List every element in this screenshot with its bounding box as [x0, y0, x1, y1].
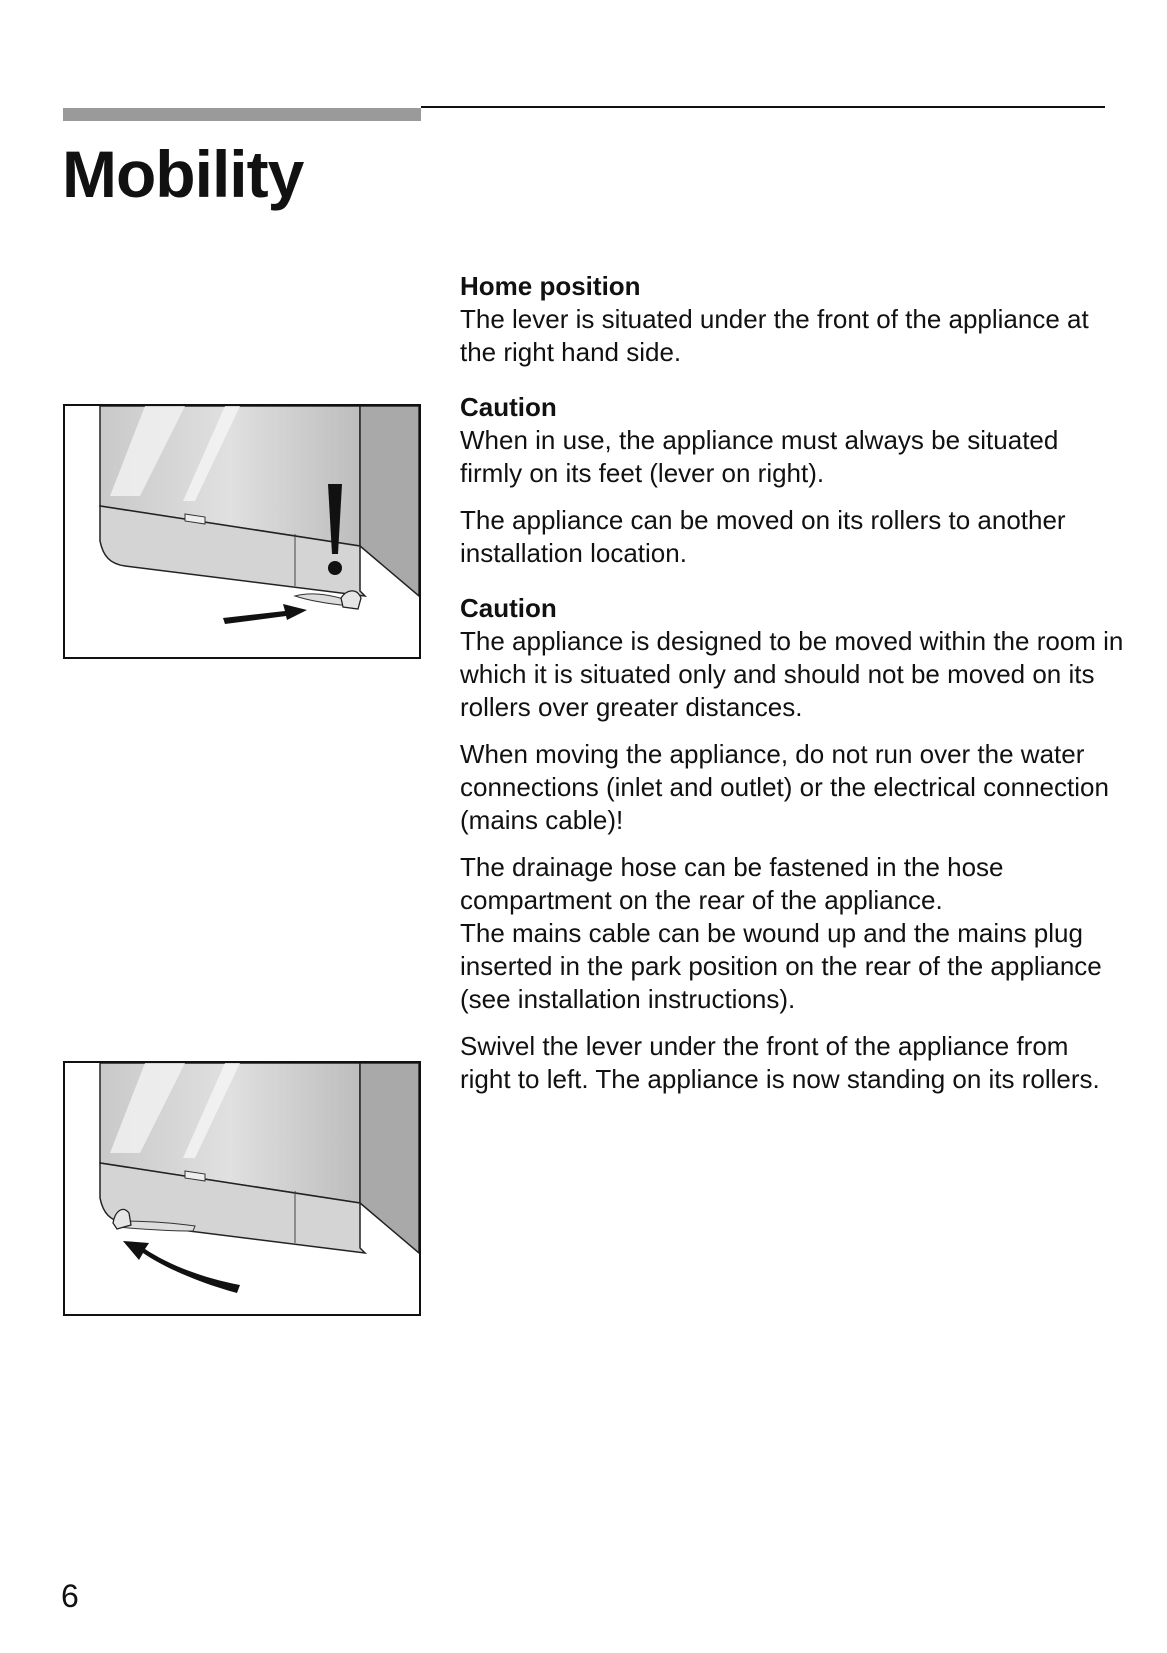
caution-heading-2: Caution — [460, 593, 557, 623]
home-position-text: The lever is situated under the front of the appliance at the right hand side. — [460, 304, 1089, 367]
moving-text: When moving the appliance, do not run over the water connections (inlet and outlet) or the electrical connection (mains cable)! — [460, 739, 1109, 835]
mains-text: The mains cable can be wound up and the mains plug inserted in the park position on the rear of the appliance (see installation instructions). — [460, 918, 1102, 1014]
drain-text: The drainage hose can be fastened in the hose compartment on the rear of the appliance. — [460, 852, 1004, 915]
figure-home-position — [63, 404, 421, 659]
swivel-text: Swivel the lever under the front of the appliance from right to left. The appliance is now standing on its rollers. — [460, 1031, 1100, 1094]
page-title: Mobility — [62, 137, 304, 211]
header-rule-gray — [63, 108, 421, 121]
caution-heading-1: Caution — [460, 392, 557, 422]
content-column — [460, 270, 1125, 1096]
appliance-lever-left-illustration — [65, 1063, 419, 1314]
curved-arrow-left-icon — [123, 1241, 240, 1293]
caution-text-1: When in use, the appliance must always be situated firmly on its feet (lever on right). — [460, 425, 1059, 488]
figure-lever-swivel — [63, 1061, 421, 1316]
arrow-right-icon — [223, 604, 307, 624]
home-position-heading: Home position — [460, 271, 641, 301]
page-number: 6 — [61, 1578, 79, 1614]
caution-text-2: The appliance is designed to be moved within the room in which it is situated only and should not be moved on its rollers over greater distances. — [460, 626, 1124, 722]
header-rule-black — [421, 106, 1105, 108]
move-text: The appliance can be moved on its rollers to another installation location. — [460, 505, 1066, 568]
appliance-lever-right-illustration — [65, 406, 419, 657]
lever-right-icon — [295, 591, 361, 609]
